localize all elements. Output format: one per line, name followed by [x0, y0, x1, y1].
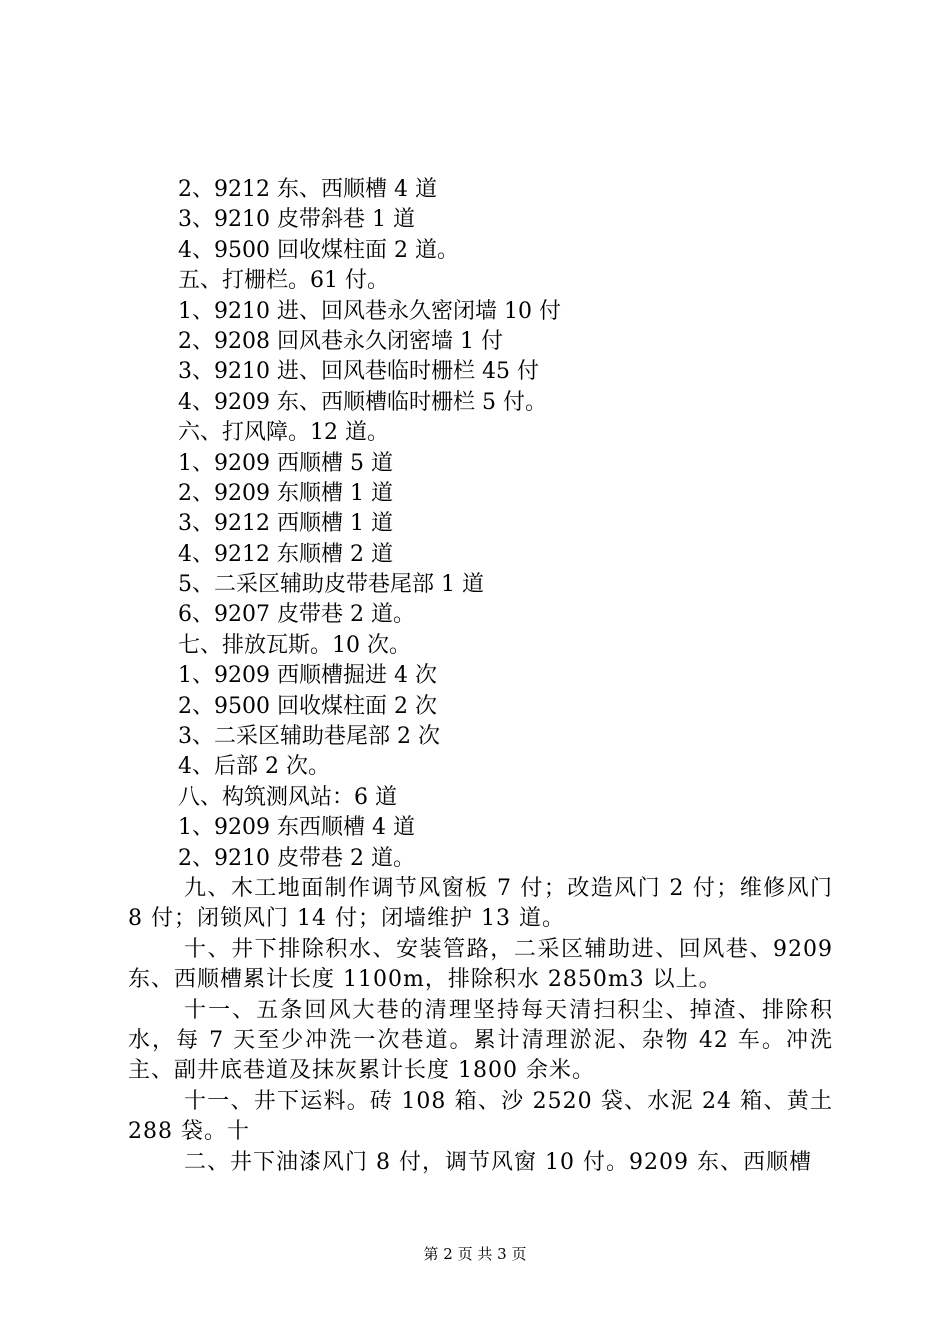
- text-line: 5、二采区辅助皮带巷尾部 1 道: [178, 572, 484, 598]
- text-line: 4、9209 东、西顺槽临时栅栏 5 付。: [178, 389, 547, 415]
- text-line: 4、9500 回收煤柱面 2 道。: [178, 237, 459, 263]
- text-line: 2、9500 回收煤柱面 2 次: [178, 693, 437, 719]
- section-heading: 五、打栅栏。61 付。: [178, 268, 389, 294]
- text-line: 2、9208 回风巷永久闭密墙 1 付: [178, 328, 503, 354]
- text-line: 3、9212 西顺槽 1 道: [178, 511, 393, 537]
- text-line: 3、9210 进、回风巷临时栅栏 45 付: [178, 359, 539, 385]
- text-line: 2、9212 东、西顺槽 4 道: [178, 177, 437, 202]
- page-footer: 第 2 页 共 3 页: [423, 1245, 527, 1263]
- section-heading: 七、排放瓦斯。10 次。: [178, 632, 411, 658]
- text-line: 4、后部 2 次。: [178, 754, 330, 780]
- text-line: 1、9209 西顺槽 5 道: [178, 450, 393, 476]
- text-line: 1、9209 西顺槽掘进 4 次: [178, 663, 437, 689]
- section-heading: 六、打风障。12 道。: [178, 420, 389, 446]
- paragraph-section-9: 九、木工地面制作调节风窗板 7 付；改造风门 2 付；维修风门 8 付；闭锁风门 14 付；闭墙维护 13 道。: [128, 875, 833, 932]
- text-line: 2、9209 东顺槽 1 道: [178, 480, 393, 506]
- paragraph-section-12: 二、井下油漆风门 8 付，调节风窗 10 付。9209 东、西顺槽: [184, 1149, 812, 1175]
- section-heading: 八、构筑测风站：6 道: [178, 784, 397, 810]
- text-line: 3、二采区辅助巷尾部 2 次: [178, 724, 440, 750]
- paragraph-section-11-transport: 十一、井下运料。砖 108 箱、沙 2520 袋、水泥 24 箱、黄土 288 袋。十: [128, 1088, 833, 1145]
- paragraph-section-11: 十一、五条回风大巷的清理坚持每天清扫积尘、掉渣、排除积水，每 7 天至少冲洗一次巷道。累计清理淤泥、杂物 42 车。冲洗主、副井底巷道及抹灰累计长度 1800 余米。: [128, 997, 833, 1084]
- text-line: 6、9207 皮带巷 2 道。: [178, 602, 415, 628]
- document-body: [128, 175, 833, 1178]
- text-line: 2、9210 皮带巷 2 道。: [178, 845, 415, 871]
- text-line: 4、9212 东顺槽 2 道: [178, 541, 393, 567]
- text-line: 1、9210 进、回风巷永久密闭墙 10 付: [178, 298, 561, 324]
- text-line: 3、9210 皮带斜巷 1 道: [178, 207, 415, 233]
- text-line: 1、9209 东西顺槽 4 道: [178, 815, 415, 841]
- paragraph-section-10: 十、井下排除积水、安装管路，二采区辅助进、回风巷、9209 东、西顺槽累计长度 1100m，排除积水 2850m3 以上。: [128, 936, 833, 993]
